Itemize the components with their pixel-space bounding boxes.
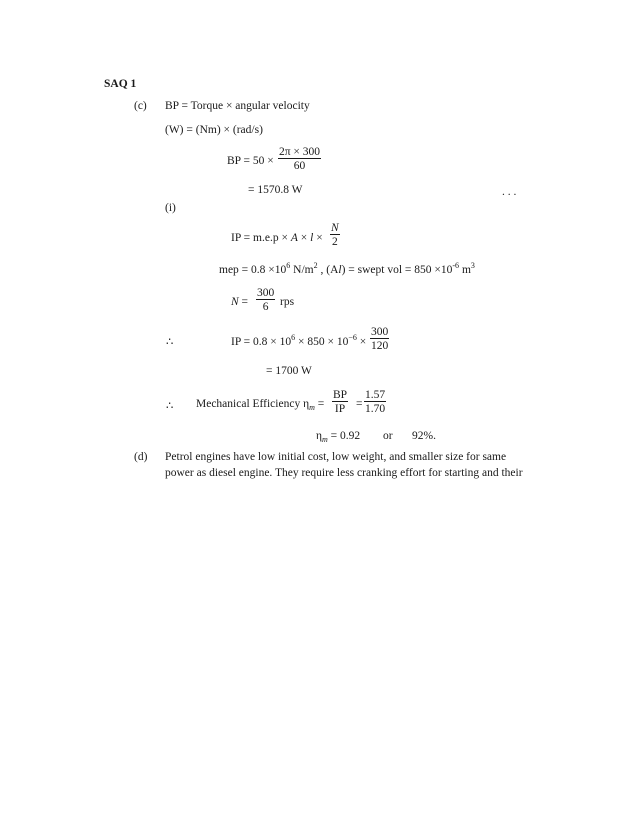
ip2-exp-1: 6 [291,333,296,342]
bp-definition: BP = Torque × angular velocity [165,100,310,112]
eta-symbol: η [303,398,310,410]
n-lhs [231,296,248,310]
ip-denominator: 2 [331,236,338,248]
efficiency-numerator-2: 1.57 [365,389,386,401]
mep-exp-2: 2 [313,261,318,270]
ip2-denominator: 120 [371,340,389,352]
efficiency-percent: 92%. [412,430,436,442]
efficiency-result [316,430,360,444]
mep-l-symbol: l [338,264,342,276]
efficiency-denominator-1: IP [334,403,346,415]
ip-calculation [231,333,367,350]
mep-exp-1: 6 [286,261,291,270]
bp-result: = 1570.8 W [248,184,303,196]
efficiency-numerator-1: BP [333,389,348,401]
ip-times-1: × [300,232,308,244]
n-denominator: 6 [262,301,269,313]
mep-text-a: mep = 0.8 ×10 [219,264,287,276]
part-d-line-2: power as diesel engine. They require less cranking effort for starting and their [165,467,523,479]
ip-times-2: × [316,232,323,244]
efficiency-denominator-2: 1.70 [365,403,386,415]
efficiency-label: Mechanical Efficiency [196,398,301,410]
therefore-symbol-1: ∴ [166,336,174,348]
efficiency-or: or [383,430,393,442]
efficiency-equals-2: = [356,398,363,410]
efficiency-fraction-2 [364,389,386,415]
ip-area-symbol: A [290,232,298,244]
bp-fraction [278,146,321,172]
eta-subscript: m [309,403,315,412]
mep-text-c: , (A [317,264,339,276]
n-equals: = [241,296,249,308]
efficiency-equals-1: = [317,398,325,410]
mep-text-e: m [459,264,471,276]
therefore-symbol-2: ∴ [166,400,174,412]
mep-text-b: N/m [290,264,314,276]
n-numerator: 300 [257,287,275,299]
bp-numerator: 2π × 300 [279,146,321,158]
efficiency-value: = 0.92 [327,430,361,442]
ip2-text-b: × 850 × 10 [295,336,349,348]
eta-result-symbol: η [316,430,323,442]
n-fraction [256,287,275,313]
ip-result: = 1700 W [266,365,312,377]
ip-prefix: IP = m.e.p × [231,232,288,244]
part-i-label: (i) [165,202,176,214]
ip-length-symbol: l [310,232,314,244]
ip-numerator: N [331,222,339,234]
section-heading: SAQ 1 [104,78,137,90]
part-c-label: (c) [134,100,147,112]
eta-result-subscript: m [322,435,328,444]
ip-formula [231,232,323,246]
continuation-ellipsis: . . . [502,186,517,198]
ip2-exp-2: −6 [348,333,357,342]
mep-text-d: ) = swept vol = 850 ×10 [341,264,453,276]
mep-line [219,261,475,278]
n-symbol: N [231,296,239,308]
bp-denominator: 60 [293,160,306,172]
mep-exp-3: -6 [452,261,460,270]
bp-prefix: BP = 50 × [227,155,274,167]
efficiency-formula [196,398,324,412]
n-unit: rps [280,296,295,308]
ip-fraction [330,222,340,248]
ip2-fraction [370,326,389,352]
ip2-text-a: IP = 0.8 × 10 [231,336,292,348]
efficiency-fraction-1 [332,389,348,415]
part-d-label: (d) [134,451,148,463]
part-d-line-1: Petrol engines have low initial cost, low weight, and smaller size for same [165,451,507,463]
bp-units: (W) = (Nm) × (rad/s) [165,124,263,136]
ip2-numerator: 300 [371,326,389,338]
mep-exp-4: 3 [470,261,475,270]
ip2-text-c: × [356,336,367,348]
